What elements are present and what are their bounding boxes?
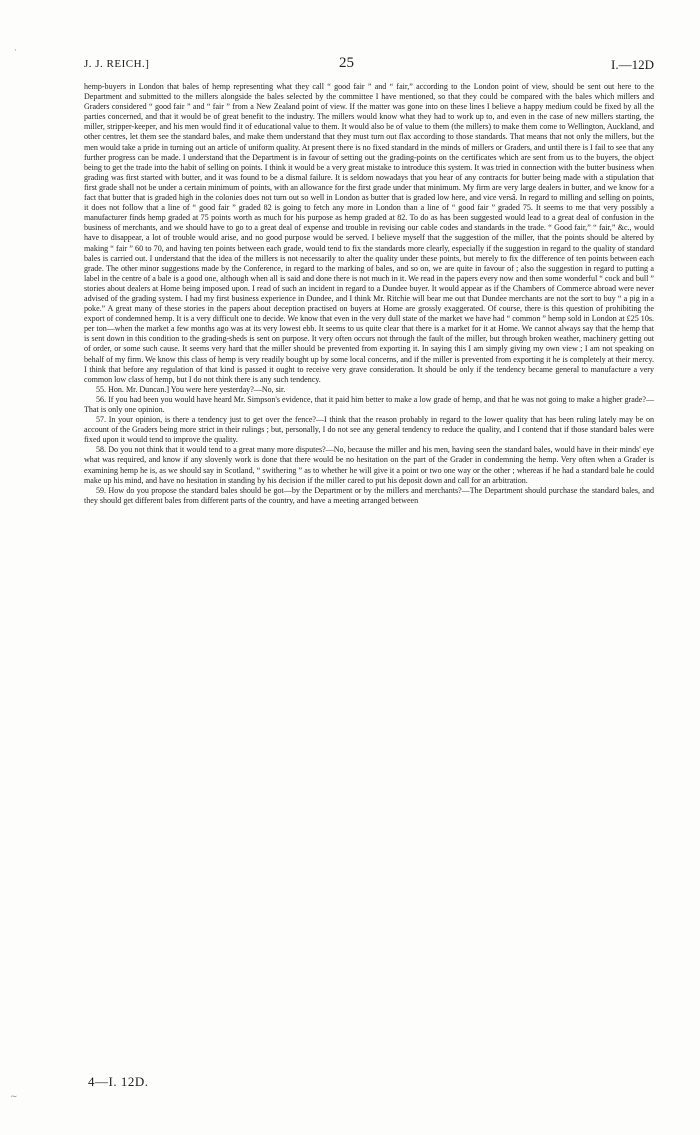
paragraph: 59. How do you propose the standard bales should be got—by the Department or by the millers and merchants?—The Department should purchase the standard bales, and they should get different bales from different parts of the country, and have a meeting arranged between	[84, 485, 654, 505]
paragraph: hemp-buyers in London that bales of hemp representing what they call “ good fair ” and “ fair,” according to the London point of view, should be sent out here to the Department and submitted to the millers alongside the bales selected by the committee I have mentioned, so that they could be compared with the bales which millers and Graders considered “ good fair ” and “ fair ” from a New Zealand point of view. If the matter was gone into on these lines I believe a happy medium could be fixed by all the parties concerned, and that it would be of great benefit to the industry. The millers would know what they had to work up to, and even in the case of new millers starting, the miller, stripper-keeper, and his men would find it of educational value to them. It would also be of value to them (the millers) to make them come to Wellington, Auckland, and other centres, let them see the standard bales, and make them understand that they must turn out flax according to those standards. That means that not only the millers, but the men would take a pride in turning out an article of uniform quality. At present there is no fixed standard in the minds of millers or Graders, and until there is I fail to see that any further progress can be made. I understand that the Department is in favour of setting out the grading-points on the certificates which are sent from us to the buyers, the object being to get the trade into the habit of selling on points. I think it would be a very great mistake to introduce this system. It was tried in connection with the butter business when grading was first started with butter, and it was found to be a dismal failure. It is seldom nowadays that you hear of any contracts for butter being made with a stipulation that first grade shall not be under a certain minimum of points, with an allowance for the first grade under that minimum. My firm are very large dealers in butter, and we know for a fact that butter that is graded high in the colonies does not turn out so well in London as butter that is graded low here, and vice versâ. In regard to milling and selling on points, it does not follow that a line of “ good fair ” graded 82 is going to fetch any more in London than a line of “ good fair ” graded 75. It seems to me that very possibly a manufacturer finds hemp graded at 75 points worth as much for his purpose as hemp graded at 82. To do as has been suggested would lead to a great deal of confusion in the business of merchants, and we should have to go to a great deal of expense and trouble in revising our cable codes and standards in the trade. “ Good fair,” “ fair,” &c., would have to disappear, a lot of trouble would arise, and no good purpose would be served. I believe myself that the suggestion of the miller, that the points should be altered by making “ fair ” 60 to 70, and having ten points between each grade, would tend to fix the standards more clearly, especially if the suggestion in regard to the quality of standard bales is carried out. I understand that the idea of the millers is not necessarily to alter the quality under these points, but merely to fix the difference of ten points between each grade. The other minor suggestions made by the Conference, in regard to the marking of bales, and so on, we are quite in favour of ; also the suggestion in regard to putting a label in the centre of a bale is a good one, although when all is said and done there is not much in it. We read in the papers every now and then some wonderful “ cock and bull ” stories about dealers at Home being imposed upon. I read of such an incident in regard to a Dundee buyer. It would appear as if the Chambers of Commerce abroad were never advised of the grading system. I had my first business experience in Dundee, and I think Mr. Ritchie will bear me out that Dundee merchants are not the sort to buy “ a pig in a poke.” A great many of these stories in the papers about deception practised on buyers at Home are grossly exaggerated. Of course, there is this question of prohibiting the export of condemned hemp. It is a very difficult one to decide. We know that even in the very dull state of the market we have had “ common ” hemp sold in London at £25 10s. per ton—when the market a few months ago was at its very lowest ebb. It seems to us quite clear that there is a market for it at Home. We cannot always say that the hemp that is sent down in this condition to the grading-sheds is sent on purpose. It very often occurs not through the fault of the miller, but through broken weather, machinery getting out of order, or some such cause. It seems very hard that the miller should be prevented from exporting it. In saying this I am simply giving my own view ; I am not speaking on behalf of my firm. We know this class of hemp is very readily bought up by some local concerns, and if the miller is prevented from exporting it he is completely at their mercy. I think that before any regulation of that kind is passed it ought to receive very grave consideration. It should be only if the tendency became general to manufacture a very common low class of hemp, but I do not think there is any such tendency.	[84, 82, 654, 384]
paragraph: 57. In your opinion, is there a tendency just to get over the fence?—I think that the reason probably in regard to the lower quality that has been ruling lately may be on account of the Graders being more strict in their rulings ; but, personally, I do not see any general tendency to reduce the quality, and I contend that if those standard bales were fixed upon it would tend to improve the quality.	[84, 415, 654, 445]
paragraph: 55. Hon. Mr. Duncan.] You were here yesterday?—No, sir.	[96, 384, 286, 394]
page-number: 25	[339, 55, 354, 71]
scan-mark: ~	[10, 1092, 18, 1102]
paper-reference: I.—12D	[611, 57, 654, 72]
document-body	[84, 82, 654, 506]
sheet-signature: 4—I. 12D.	[88, 1074, 149, 1089]
paragraph: 56. If you had been you would have heard Mr. Simpson's evidence, that it paid him better to make a low grade of hemp, and that he was not going to make a higher grade?—That is only one opinion.	[84, 394, 654, 414]
scan-mark: ·	[14, 46, 17, 56]
witness-name: J. J. REICH.]	[84, 58, 150, 70]
paragraph: 58. Do you not think that it would tend to a great many more disputes?—No, because the miller and his men, having seen the standard bales, would have in their minds' eye what was required, and know if any slovenly work is done that there would be no hesitation on the part of the Grader in condemning the hemp. Very often when a Grader is examining hemp he is, as we should say in Scotland, “ swithering ” as to whether he will give it a point or two one way or the other ; whereas if he had a standard bale he could make up his mind, and have no hesitation in standing by his decision if the miller cared to put his deposit down and call for an arbitration.	[84, 445, 654, 485]
page-header	[84, 55, 654, 74]
